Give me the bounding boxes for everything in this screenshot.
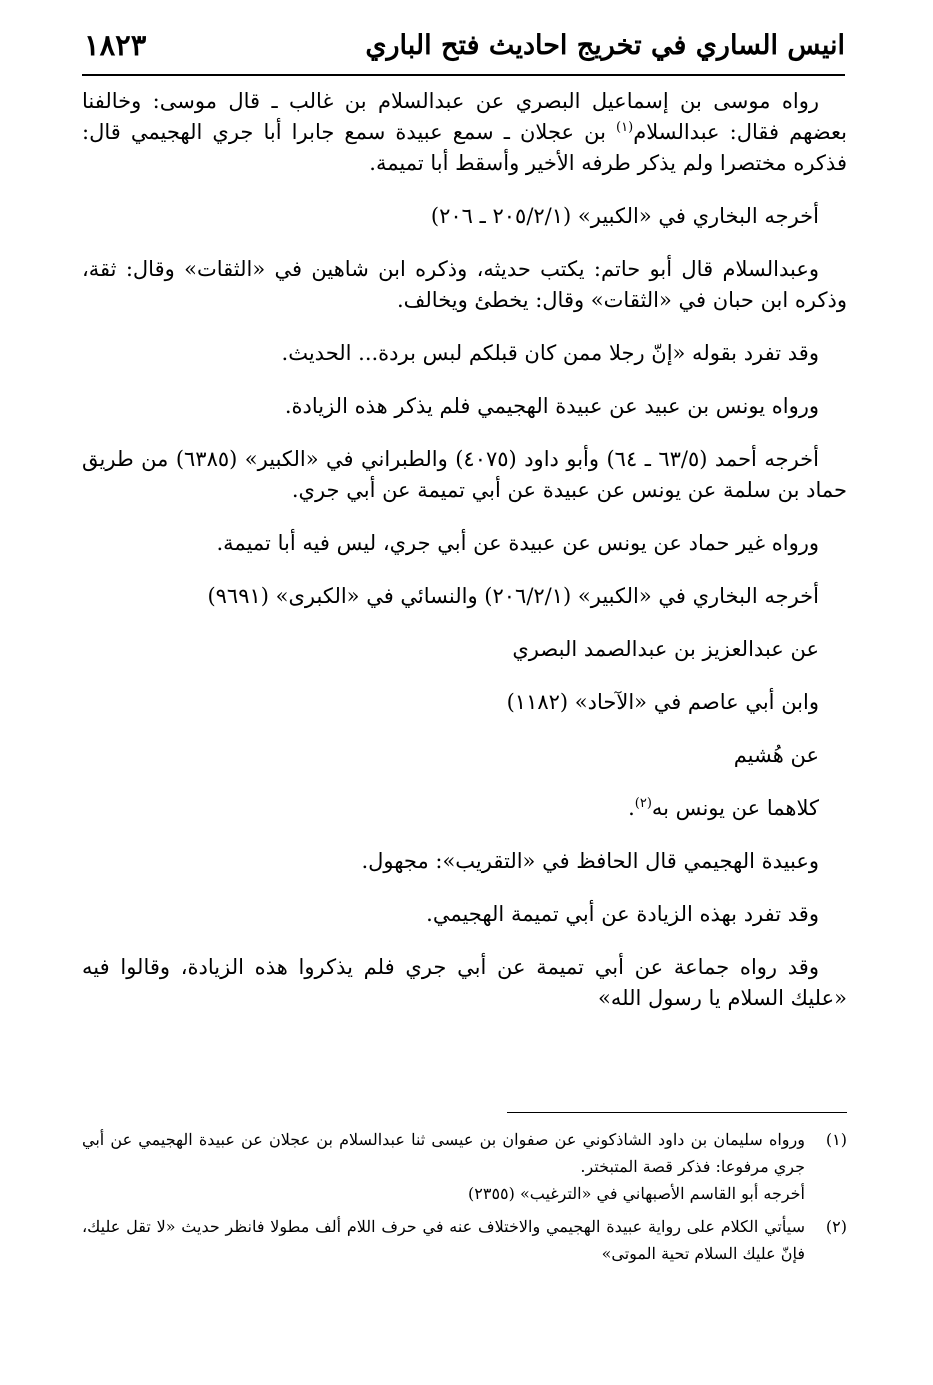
- footnote: [82, 1126, 847, 1207]
- footnote-number: (١): [825, 1130, 847, 1149]
- footnote-number: (٢): [825, 1217, 847, 1236]
- paragraph: عن عبدالعزيز بن عبدالصمد البصري: [512, 637, 819, 661]
- paragraph: وابن أبي عاصم في «الآحاد» (١١٨٢): [506, 690, 819, 714]
- page-header: [82, 28, 845, 76]
- paragraph: ورواه غير حماد عن يونس عن عبيدة عن أبي جري، ليس فيه أبا تميمة.: [216, 531, 819, 555]
- paragraph: وعبدالسلام قال أبو حاتم: يكتب حديثه، وذكره ابن شاهين في «الثقات» وقال: ثقة، وذكره ابن حبان في «الثقات» وقال: يخطئ ويخالف.: [82, 257, 847, 312]
- paragraph: وعبيدة الهجيمي قال الحافظ في «التقريب»: مجهول.: [361, 849, 819, 873]
- paragraph: وقد تفرد بهذه الزيادة عن أبي تميمة الهجيمي.: [426, 902, 819, 926]
- page-number: ١٨٢٣: [84, 28, 147, 62]
- paragraph: أخرجه أحمد (٦٣/٥ ـ ٦٤) وأبو داود (٤٠٧٥) والطبراني في «الكبير» (٦٣٨٥) من طريق حماد بن سلمة عن يونس عن عبيدة عن أبي تميمة عن أبي جري.: [82, 447, 847, 502]
- footnotes: [82, 1126, 847, 1273]
- footnote-line: ورواه سليمان بن داود الشاذكوني عن صفوان بن عيسى ثنا عبدالسلام بن عجلان عن عبيدة الهجيمي عن أبي جري مرفوعا: فذكر قصة المتبختر.: [82, 1130, 805, 1176]
- paragraph: عن هُشيم: [733, 743, 819, 767]
- paragraph: ورواه يونس بن عبيد عن عبيدة الهجيمي فلم يذكر هذه الزيادة.: [284, 394, 819, 418]
- footnote-line: أخرجه أبو القاسم الأصبهاني في «الترغيب» (٢٣٥٥): [468, 1184, 805, 1203]
- footnote-ref: (٢): [634, 796, 652, 811]
- footnote: [82, 1213, 847, 1267]
- running-title: انيس الساري في تخريج احاديث فتح الباري: [365, 30, 845, 61]
- paragraph: أخرجه البخاري في «الكبير» (٢٠٥/٢/١ ـ ٢٠٦): [430, 204, 819, 228]
- paragraph: وقد رواه جماعة عن أبي تميمة عن أبي جري فلم يذكروا هذه الزيادة، وقالوا فيه «عليك السلام يا رسول الله»: [82, 955, 847, 1010]
- paragraph: كلاهما عن يونس به$^{(٢)}$.: [628, 796, 819, 820]
- paragraph: أخرجه البخاري في «الكبير» (٢٠٦/٢/١) والنسائي في «الكبرى» (٩٦٩١): [207, 584, 819, 608]
- paragraph: وقد تفرد بقوله «إنّ رجلا ممن كان قبلكم لبس بردة... الحديث.: [281, 341, 819, 365]
- footnote-ref: (١): [616, 120, 634, 135]
- paragraph: رواه موسى بن إسماعيل البصري عن عبدالسلام بن غالب ـ قال موسى: وخالفنا بعضهم فقال: عبدالسلام$^{(١)}$ بن عجلان ـ سمع عبيدة سمع جابرا أبا جري الهجيمي قال: فذكره مختصرا ولم يذكر طرفه الأخير وأسقط أبا تميمة.: [82, 89, 847, 175]
- footnote-separator: [507, 1112, 847, 1113]
- footnote-line: سيأتي الكلام على رواية عبيدة الهجيمي والاختلاف عنه في حرف اللام ألف مطولا فانظر حديث «لا تقل عليك، فإنّ عليك السلام تحية الموتى»: [82, 1217, 805, 1263]
- main-text: [82, 86, 847, 1036]
